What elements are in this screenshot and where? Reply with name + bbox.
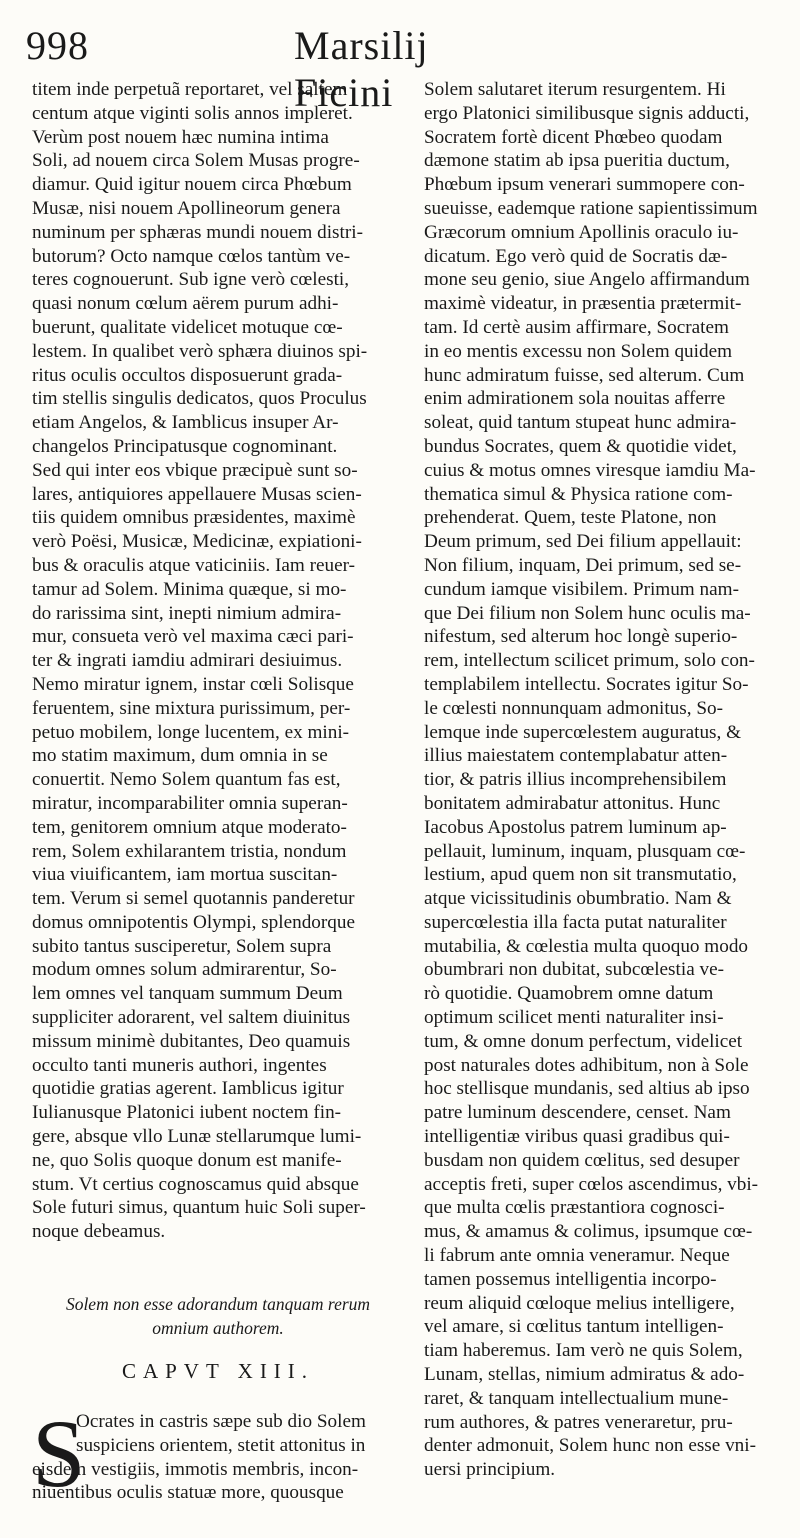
text-line: eisdem vestigiis, immotis membris, incon-: [32, 1458, 359, 1480]
text-line: domus omnipotentis Olympi, splendorque: [32, 911, 355, 933]
text-line: bonitatem admirabatur attonitus. Hunc: [424, 792, 721, 814]
text-line: bus & oraculis atque vaticiniis. Iam reuer-: [32, 554, 356, 576]
chapter-summary-line: omnium authorem.: [152, 1318, 284, 1338]
text-line: Iulianusque Platonici iubent noctem fin-: [32, 1102, 342, 1124]
text-line: ne, quo Solis quoque donum est manife-: [32, 1149, 342, 1171]
text-line: buerunt, qualitate videlicet motuque cœ-: [32, 316, 343, 338]
text-line: tiis quidem omnibus præsidentes, maximè: [32, 507, 356, 529]
text-line: ritus oculis occultos disposuerunt grada-: [32, 364, 343, 386]
text-line: subito tantus susciperetur, Solem supra: [32, 935, 332, 957]
text-line: raret, & tanquam intellectualium mune-: [424, 1387, 729, 1409]
chapter-summary: [32, 1292, 404, 1340]
text-line: rem, Solem exhilarantem tristia, nondum: [32, 840, 347, 862]
text-line: reum aliquid cœloque melius intelligere,: [424, 1292, 735, 1314]
text-line: quasi nonum cœlum aërem purum adhi-: [32, 293, 339, 315]
text-line: verò Poësi, Musicæ, Medicinæ, expiationi-: [32, 531, 362, 553]
text-line: gere, absque vllo Lunæ stellarumque lumi-: [32, 1126, 362, 1148]
text-line: Lunam, stellas, nimium admiratus & ado-: [424, 1364, 745, 1386]
text-line: que multa cœlis præstantiora cognosci-: [424, 1197, 725, 1219]
text-line: conuertit. Nemo Solem quantum fas est,: [32, 769, 341, 791]
text-line: Musæ, nisi nouem Apollineorum genera: [32, 197, 341, 219]
text-line: rò quotidie. Quamobrem omne datum: [424, 983, 714, 1005]
text-line: hoc stellisque mundanis, sed altius ab ipso: [424, 1078, 750, 1100]
text-line: etiam Angelos, & Iamblicus insuper Ar-: [32, 412, 339, 434]
text-line: petuo mobilem, longe lucentem, ex mini-: [32, 721, 350, 743]
text-line: lares, antiquiores appellauere Musas scien-: [32, 483, 362, 505]
text-line: tior, & patris illius incomprehensibilem: [424, 769, 727, 791]
text-line: Sed qui inter eos vbique præcipuè sunt so-: [32, 459, 358, 481]
text-line: rem, intellectum scilicet primum, solo con-: [424, 650, 755, 672]
text-line: diamur. Quid igitur nouem circa Phœbum: [32, 174, 352, 196]
text-line: mutabilia, & cœlestia multa quoquo modo: [424, 935, 749, 957]
text-line: rum authores, & patres veneraretur, pru-: [424, 1411, 733, 1433]
left-column: [32, 78, 404, 1244]
text-line: Socratem fortè dicent Phœbeo quodam: [424, 126, 723, 148]
page-number: 998: [26, 23, 89, 68]
text-line: Sole futuri simus, quantum huic Soli super-: [32, 1197, 366, 1219]
text-line: soleat, quid tantum stupeat hunc admira-: [424, 412, 737, 434]
text-line: butorum? Octo namque cœlos tantùm ve-: [32, 245, 351, 267]
text-line: titem inde perpetuã reportaret, vel saltem: [32, 79, 348, 100]
text-line: tiam haberemus. Iam verò ne quis Solem,: [424, 1340, 743, 1362]
text-line: missum minimè dubitantes, Deo quamuis: [32, 1030, 351, 1052]
text-line: mo statim maximum, dum omnia in se: [32, 745, 328, 767]
text-line: teres cognouerunt. Sub igne verò cœlesti,: [32, 269, 350, 291]
text-line: Phœbum ipsum venerari summopere con-: [424, 174, 745, 196]
drop-cap-initial: S: [32, 1400, 86, 1507]
text-line: tem, genitorem omnium atque moderato-: [32, 816, 347, 838]
text-line: do rarissima sint, inepti nimium admira-: [32, 602, 342, 624]
text-line: cundum iamque visibilem. Primum nam-: [424, 578, 739, 600]
text-line: numinum per sphæras mundi nouem distri-: [32, 221, 363, 243]
text-line: lem omnes vel tanquam summum Deum: [32, 983, 343, 1005]
text-line: post naturales dotes adhibitum, non à Sole: [424, 1054, 749, 1076]
text-line: lemque inde supercœlestem auguratus, &: [424, 721, 742, 743]
text-line: ter & ingrati iamdiu admirari desiuimus.: [32, 650, 343, 672]
text-line: in eo mentis excessu non Solem quidem: [424, 340, 733, 362]
text-line: dæmone statim ab ipsa pueritia ductum,: [424, 150, 730, 172]
text-line: patre luminum descendere, censet. Nam: [424, 1102, 731, 1124]
text-line: prehenderat. Quem, teste Platone, non: [424, 507, 717, 529]
text-line: Solem salutaret iterum resurgentem. Hi: [424, 79, 726, 100]
running-head: Marsilij Ficini: [294, 23, 429, 115]
text-line: Ocrates in castris sæpe sub dio Solem: [76, 1411, 366, 1432]
text-line: lestium, apud quem non sit transmutatio,: [424, 864, 737, 886]
chapter-heading: CAPVT XIII.: [121, 1359, 315, 1383]
text-line: Græcorum omnium Apollinis oraculo iu-: [424, 221, 739, 243]
text-line: mur, consueta verò vel maxima cæci pari-: [32, 626, 354, 648]
text-line: changelos Principatusque cognominant.: [32, 435, 338, 457]
text-line: hunc admiratum fuisse, sed alterum. Cum: [424, 364, 745, 386]
text-line: Nemo miratur ignem, instar cœli Solisque: [32, 673, 354, 695]
text-line: stum. Vt certius cognoscamus quid absque: [32, 1173, 359, 1195]
text-line: intelligentiæ viribus quasi gradibus qui-: [424, 1126, 730, 1148]
text-line: illius maiestatem contemplabatur atten-: [424, 745, 728, 767]
text-line: ergo Platonici similibusque signis adducti,: [424, 102, 750, 124]
text-line: viua viuificantem, iam mortua suscitan-: [32, 864, 338, 886]
text-line: miratur, incomparabiliter omnia superan-: [32, 792, 348, 814]
text-line: obumbrari non dubitat, subcœlestia ve-: [424, 959, 725, 981]
text-line: Soli, ad nouem circa Solem Musas progre-: [32, 150, 360, 172]
text-line: mus, & amamus & colimus, ipsumque cœ-: [424, 1221, 753, 1243]
text-line: uersi principium.: [424, 1459, 556, 1481]
text-line: enim admirationem sola nouitas afferre: [424, 388, 726, 410]
text-line: le cœlesti nonnunquam admonitus, So-: [424, 697, 723, 719]
text-line: nifestum, sed alterum hoc longè superio-: [424, 626, 738, 648]
text-line: busdam non quidem cœlitus, sed desuper: [424, 1149, 740, 1171]
text-line: Iacobus Apostolus patrem luminum ap-: [424, 816, 727, 838]
chapter-opening: [32, 1400, 404, 1507]
text-line: tum, & omne donum perfectum, videlicet: [424, 1030, 743, 1052]
text-line: sueuisse, eademque ratione sapientissimum: [424, 197, 758, 219]
text-line: mone seu genio, siue Angelo affirmandum: [424, 269, 750, 291]
right-column: [424, 78, 796, 1482]
text-line: centum atque viginti solis annos impleret.: [32, 102, 353, 124]
text-line: supercœlestia illa facta putat naturaliter: [424, 911, 727, 933]
text-line: occulto tanti muneris authori, ingentes: [32, 1054, 327, 1076]
text-line: noque debeamus.: [32, 1221, 166, 1243]
text-line: Deum primum, sed Dei filium appellauit:: [424, 531, 742, 553]
text-line: Non filium, inquam, Dei primum, sed se-: [424, 554, 742, 576]
text-line: tim stellis singulis dedicatos, quos Proculus: [32, 388, 367, 410]
text-line: thematica simul & Physica ratione com-: [424, 483, 733, 505]
text-line: niuentibus oculis statuæ more, quousque: [32, 1482, 344, 1504]
chapter-summary-line: Solem non esse adorandum tanquam rerum: [65, 1294, 371, 1314]
text-line: lestem. In qualibet verò sphæra diuinos spi-: [32, 340, 368, 362]
text-line: maximè videatur, in præsentia prætermit-: [424, 293, 742, 315]
text-line: pellauit, luminum, inquam, plusquam cœ-: [424, 840, 746, 862]
text-line: templabilem intellectu. Socrates igitur So-: [424, 673, 749, 695]
text-line: suppliciter adorarent, vel saltem diuinitus: [32, 1007, 351, 1029]
text-line: feruentem, sine mixtura purissimum, per-: [32, 697, 351, 719]
text-line: vel amare, si cœlitus tantum intelligen-: [424, 1316, 724, 1338]
text-line: modum omnes solum admirarentur, So-: [32, 959, 337, 981]
text-line: li fabrum ante omnia veneramur. Neque: [424, 1245, 730, 1267]
text-line: tam. Id certè ausim affirmare, Socratem: [424, 316, 729, 338]
text-line: denter admonuit, Solem hunc non esse vni-: [424, 1435, 756, 1457]
text-line: cuius & motus omnes viresque iamdiu Ma-: [424, 459, 756, 481]
text-line: quotidie gratias agerent. Iamblicus igitur: [32, 1078, 344, 1100]
text-line: dicatum. Ego verò quid de Socratis dæ-: [424, 245, 728, 267]
text-line: tamur ad Solem. Minima quæque, si mo-: [32, 578, 347, 600]
text-line: tamen possemus intelligentia incorpo-: [424, 1268, 717, 1290]
text-line: que Dei filium non Solem hunc oculis ma-: [424, 602, 751, 624]
text-line: atque vicissitudinis obumbratio. Nam &: [424, 888, 732, 910]
text-line: acceptis freti, super cœlos ascendimus, vbi-: [424, 1173, 759, 1195]
text-line: tem. Verum si semel quotannis panderetur: [32, 888, 355, 910]
text-line: optimum scilicet menti naturaliter insi-: [424, 1007, 724, 1029]
text-line: Verùm post nouem hæc numina intima: [32, 126, 329, 148]
text-line: bundus Socrates, quem & quotidie videt,: [424, 435, 737, 457]
text-line: suspiciens orientem, stetit attonitus in: [76, 1434, 366, 1456]
